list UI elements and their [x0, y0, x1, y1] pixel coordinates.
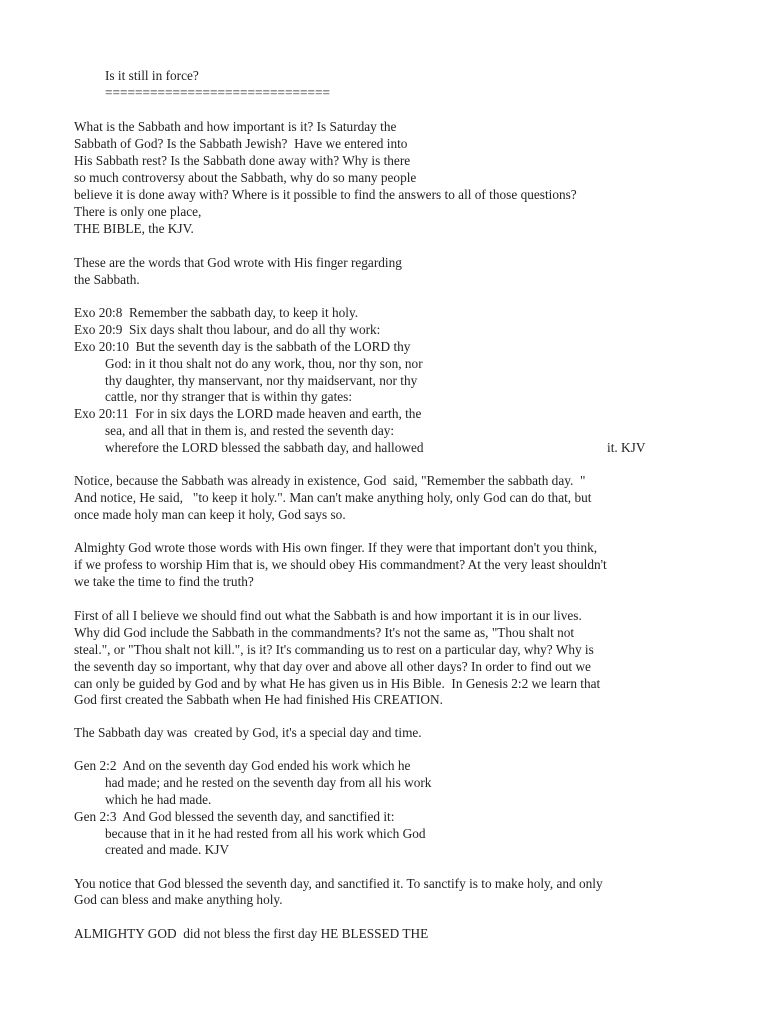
genesis-verse-line: had made; and he rested on the seventh day from all his work: [105, 775, 432, 790]
intro-line: His Sabbath rest? Is the Sabbath done away with? Why is there: [74, 153, 411, 168]
first-line: the seventh day so important, why that day over and above all other days? In order to find out we: [74, 659, 591, 674]
notice-line: And notice, He said, "to keep it holy.". Man can't make anything holy, only God can do that, but: [74, 490, 592, 505]
first-line: can only be guided by God and by what He has given us in His Bible. In Genesis 2:2 we learn that: [74, 676, 601, 691]
exodus-verse-line: it. KJV: [607, 440, 646, 455]
almighty-line: Almighty God wrote those words with His own finger. If they were that important don't you think,: [74, 540, 598, 555]
intro-line: What is the Sabbath and how important is it? Is Saturday the: [74, 119, 397, 134]
sanctify-line: God can bless and make anything holy.: [74, 892, 283, 907]
genesis-verse-line: created and made. KJV: [105, 842, 230, 857]
exodus-verse-line: God: in it thou shalt not do any work, thou, nor thy son, nor: [105, 356, 423, 371]
genesis-verse-line: because that in it he had rested from all his work which God: [105, 826, 426, 841]
header-question: Is it still in force?: [105, 68, 199, 83]
exodus-verse-line: sea, and all that in them is, and rested the seventh day:: [105, 423, 395, 438]
words-intro-line: These are the words that God wrote with His finger regarding: [74, 255, 402, 270]
exodus-verse-line: Exo 20:9 Six days shalt thou labour, and do all thy work:: [74, 322, 381, 337]
intro-line: Sabbath of God? Is the Sabbath Jewish? Have we entered into: [74, 136, 408, 151]
intro-line: THE BIBLE, the KJV.: [74, 221, 194, 236]
first-line: Why did God include the Sabbath in the commandments? It's not the same as, "Thou shalt not: [74, 625, 575, 640]
notice-line: once made holy man can keep it holy, God says so.: [74, 507, 346, 522]
intro-line: There is only one place,: [74, 204, 202, 219]
intro-line: so much controversy about the Sabbath, why do so many people: [74, 170, 417, 185]
genesis-verse-line: Gen 2:2 And on the seventh day God ended his work which he: [74, 758, 411, 773]
first-line: First of all I believe we should find out what the Sabbath is and how important it is in our lives.: [74, 608, 582, 623]
almighty-line: if we profess to worship Him that is, we should obey His commandment? At the very least shouldn't: [74, 557, 607, 572]
notice-line: Notice, because the Sabbath was already in existence, God said, "Remember the sabbath day. ": [74, 473, 586, 488]
first-line: God first created the Sabbath when He had finished His CREATION.: [74, 692, 443, 707]
first-line: steal.", or "Thou shalt not kill.", is it? It's commanding us to rest on a particular day, why? Why is: [74, 642, 594, 657]
exodus-verse-line: Exo 20:8 Remember the sabbath day, to keep it holy.: [74, 305, 359, 320]
exodus-verse-line: thy daughter, thy manservant, nor thy maidservant, nor thy: [105, 373, 418, 388]
intro-line: believe it is done away with? Where is it possible to find the answers to all of those questions?: [74, 187, 577, 202]
words-intro-line: the Sabbath.: [74, 272, 140, 287]
exodus-verse-line: Exo 20:10 But the seventh day is the sabbath of the LORD thy: [74, 339, 411, 354]
header-rule: ==============================: [105, 85, 330, 100]
closing-line: ALMIGHTY GOD did not bless the first day HE BLESSED THE: [74, 926, 429, 941]
genesis-verse-line: which he had made.: [105, 792, 212, 807]
genesis-verse-line: Gen 2:3 And God blessed the seventh day, and sanctified it:: [74, 809, 395, 824]
exodus-verse-line: cattle, nor thy stranger that is within thy gates:: [105, 389, 353, 404]
exodus-verse-line: Exo 20:11 For in six days the LORD made heaven and earth, the: [74, 406, 422, 421]
sanctify-line: You notice that God blessed the seventh day, and sanctified it. To sanctify is to make holy, and only: [74, 876, 603, 891]
almighty-line: we take the time to find the truth?: [74, 574, 254, 589]
created-line: The Sabbath day was created by God, it's a special day and time.: [74, 725, 422, 740]
exodus-verse-line: wherefore the LORD blessed the sabbath day, and hallowed: [105, 440, 424, 455]
